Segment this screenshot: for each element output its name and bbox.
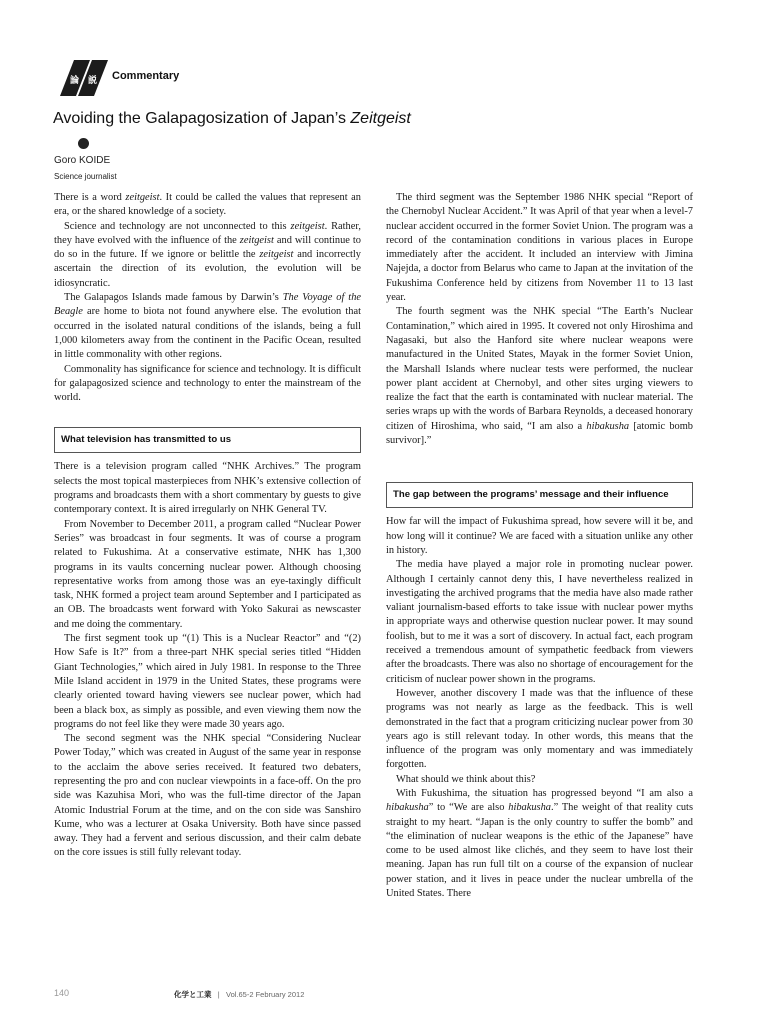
footer-info (174, 989, 304, 1000)
paragraph: However, another discovery I made was that the influence of these programs was not nearly as large as the feedback. This is well demonstrated in the fact that a program criticizing nuclear power from 30 years ago is still relevant today. In other words, this means that the influence of the program was only momentary and was immediately forgotten. (386, 687, 693, 771)
section-badge (56, 58, 112, 98)
paragraph: The third segment was the September 1986 NHK special “Report of the Chernobyl Nuclear Accident.” It was April of that year when a level-7 nuclear accident occurred in the former Soviet Union. The program was a record of the contamination conditions in various places in Europe immediately after the accident. It included an interview with Jimina Najejda, a doctor from Belarus who came to Japan at the invitation of the Fukushima Conference held by citizens from November 11 to 13 last year. (386, 192, 693, 304)
paragraph: From November to December 2011, a program called “Nuclear Power Series” was broadcast in four segments. It was of course a program related to Fukushima. At a conservative estimate, NHK has 1,300 programs in its vaults concerning nuclear power. Although choosing representative works from among those was an eye-taxingly difficult task, NHK formed a project team around September and I participated as an OB. The broadcasts went forward with Yoko Sakurai as newscaster and me doing the commentary. (54, 518, 361, 630)
section-label: Commentary (112, 70, 180, 82)
paragraph: The second segment was the NHK special “Considering Nuclear Power Today,” which was created in August of the same year in response to the acclaim the above series received. It featured two debaters, representing the pro and con nuclear viewpoints in a face-off. On the pro side was Kazuhisa Mori, who was the full-time director of the Japan Atomic Industrial Forum at the time, and on the con side was Sanshiro Kume, who was a lecturer at Osaka University. Both have since passed away. They had a fervent and serious discussion, and their calm debate on the core issues is still fully relevant today. (54, 733, 361, 859)
paragraph: There is a word zeitgeist. It could be called the values that represent an era, or the shared knowledge of a society. (54, 192, 361, 218)
magazine-name: 化学と工業 (174, 990, 212, 999)
right-column (386, 191, 693, 901)
paragraph: With Fukushima, the situation has progressed beyond “I am also a hibakusha” to “We are also hibakusha.” The weight of that reality cuts straight to my heart. “Japan is the only country to suffer the bomb” and “the elimination of nuclear weapons is the ethic of the Japanese” have come to be used almost like clichés, and they seem to have lost their meaning. Japan has run full tilt on a course of the expansion of nuclear power station, and it lives in peace under the nuclear umbrella of the United States. There (386, 787, 693, 900)
article-title (53, 110, 411, 128)
page-number: 140 (54, 988, 70, 998)
badge-char-2: 説 (88, 76, 98, 86)
paragraph: How far will the impact of Fukushima spread, how severe will it be, and how long will it continue? We are faced with a situation unlike any other in history. (386, 516, 693, 556)
left-column (54, 191, 361, 861)
footer-separator: | (217, 990, 220, 999)
bullet-dot (78, 138, 89, 149)
paragraph: The media have played a major role in promoting nuclear power. Although I certainly cannot deny this, I have nevertheless realized in investigating the archived programs that the media have also made rather valiant journalism-based efforts to take issue with nuclear power myths in appropriate ways and otherwise question nuclear power. It may sound foolish, but to me it was a sort of discovery. In actual fact, each program received a tremendous amount of sympathetic feedback from viewers after the broadcasts. There was also no shortage of encouragement for the criticism of nuclear power shown in the programs. (386, 559, 693, 685)
paragraph: Science and technology are not unconnected to this zeitgeist. Rather, they have evolved with the influence of the zeitgeist and will continue to do so in the future. If we ignore or belittle the zeitgeist and incorrectly ascertain the direction of its evolution, the evolution will be idiosyncratic. (54, 220, 362, 289)
section-heading: The gap between the programs’ message and their influence (386, 482, 693, 508)
section-heading: What television has transmitted to us (54, 427, 361, 453)
title-italic: Zeitgeist (350, 110, 411, 127)
paragraph: The Galapagos Islands made famous by Darwin’s The Voyage of the Beagle are home to biota not found anywhere else. The evolution that occurred in the isolated natural conditions of the islands, being a full 1,000 kilometers away from the continent in the Pacific Ocean, resulted in little commonality with other regions. (54, 292, 361, 361)
title-main: Avoiding the Galapagosization of Japan’s (53, 110, 351, 127)
badge-char-1: 論 (70, 76, 80, 86)
paragraph: What should we think about this? (396, 773, 536, 785)
author-name: Goro KOIDE (54, 155, 111, 166)
author-role: Science journalist (54, 172, 117, 181)
paragraph: Commonality has significance for science and technology. It is difficult for galapagosized science and technology to enter the mainstream of the world. (54, 363, 361, 404)
paragraph: There is a television program called “NHK Archives.” The program selects the most topical masterpieces from NHK’s extensive collection of programs and broadcasts them with a short commentary by guests to give contemporary context. It is aired irregularly on NHK General TV. (54, 461, 361, 516)
issue-info: Vol.65-2 February 2012 (225, 990, 305, 999)
paragraph: The fourth segment was the NHK special “The Earth’s Nuclear Contamination,” which aired in 1995. It covered not only Hiroshima and Nagasaki, but also the Hanford site where nuclear weapons were manufactured in the United States, Mayak in the former Soviet Union, the Marshall Islands where nuclear tests were performed, the nuclear power plant accident at Chernobyl, and other sites urging viewers to realize the fact that the earth is contaminated with nuclear material. The series wraps up with the words of Barbara Reynolds, a deceased honorary citizen of Hiroshima, who said, “I am also a hibakusha [atomic bomb survivor].” (386, 306, 694, 447)
paragraph: The first segment took up “(1) This is a Nuclear Reactor” and “(2) How Safe is It?” from a three-part NHK special series titled “Hidden Giant Technologies,” which aired in July 1981. In response to the Three Mile Island accident in 1979 in the United States, these programs were clearly oriented toward having viewers see nuclear power, which had been a black box, as simply as possible, and even viewing them now the programs do not feel like they were made 30 years ago. (54, 633, 361, 730)
